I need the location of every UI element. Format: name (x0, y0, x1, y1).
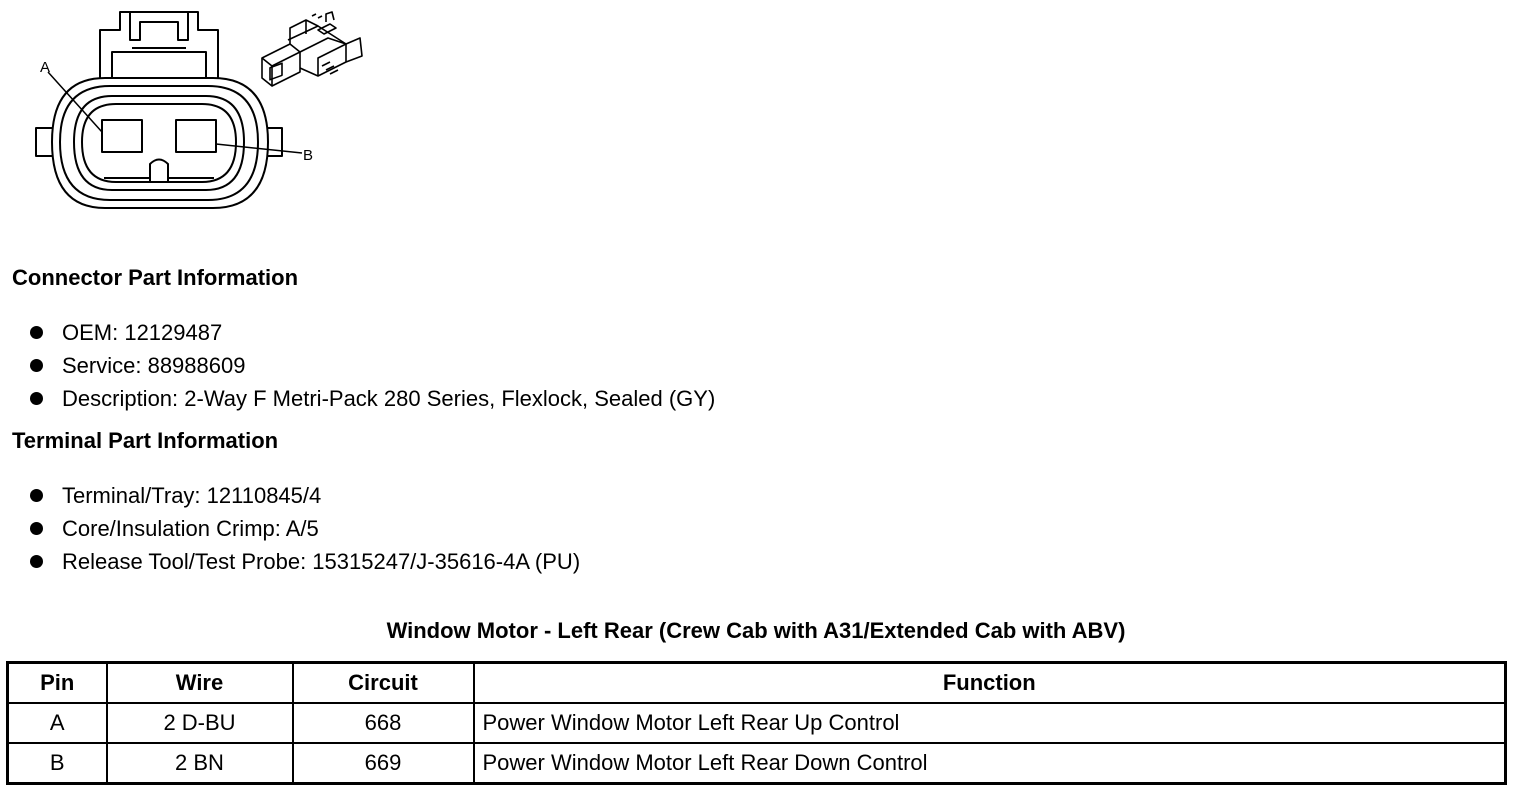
header-wire: Wire (107, 663, 293, 704)
connector-body (36, 78, 282, 208)
cell-pin: A (8, 703, 107, 743)
callout-a-label: A (40, 59, 51, 76)
terminal-part-info-list (0, 479, 580, 578)
bullet-icon (30, 359, 43, 372)
list-item-text: Release Tool/Test Probe: 15315247/J-35616-4A (PU) (62, 549, 581, 574)
cell-pin: B (8, 743, 107, 784)
cell-wire: 2 D-BU (107, 703, 293, 743)
connector-part-info-heading: Connector Part Information (12, 265, 299, 290)
bullet-icon (30, 392, 43, 405)
list-item (0, 512, 580, 545)
connector-diagram (0, 0, 400, 225)
list-item (0, 349, 715, 382)
callout-a-leader (48, 72, 102, 132)
cell-function: Power Window Motor Left Rear Down Control (474, 743, 1506, 784)
connector-part-info-list (0, 316, 715, 415)
bullet-icon (30, 522, 43, 535)
pinout-table (6, 661, 1507, 785)
header-function: Function (474, 663, 1506, 704)
connector-isometric-icon (262, 12, 362, 86)
connector-latch (100, 12, 218, 78)
callout-b-label: B (303, 147, 314, 164)
cell-circuit: 669 (293, 743, 474, 784)
table-row (8, 703, 1506, 743)
table-header-row (8, 663, 1506, 704)
list-item (0, 479, 580, 512)
header-circuit: Circuit (293, 663, 474, 704)
bullet-icon (30, 555, 43, 568)
cavity-b (176, 120, 216, 152)
cavity-a (102, 120, 142, 152)
list-item (0, 382, 715, 415)
terminal-part-info-heading: Terminal Part Information (12, 428, 279, 453)
header-pin: Pin (8, 663, 107, 704)
table-row (8, 743, 1506, 784)
list-item-text: Core/Insulation Crimp: A/5 (62, 516, 319, 541)
cell-wire: 2 BN (107, 743, 293, 784)
list-item (0, 545, 580, 578)
list-item-text: Service: 88988609 (62, 353, 246, 378)
cell-circuit: 668 (293, 703, 474, 743)
list-item-text: Description: 2-Way F Metri-Pack 280 Series, Flexlock, Sealed (GY) (62, 386, 716, 411)
bullet-icon (30, 489, 43, 502)
cell-function: Power Window Motor Left Rear Up Control (474, 703, 1506, 743)
table-title: Window Motor - Left Rear (Crew Cab with A31/Extended Cab with ABV) (386, 618, 1126, 643)
list-item-text: OEM: 12129487 (62, 320, 223, 345)
callout-b-leader (216, 144, 302, 153)
list-item-text: Terminal/Tray: 12110845/4 (62, 483, 322, 508)
bullet-icon (30, 326, 43, 339)
list-item (0, 316, 715, 349)
